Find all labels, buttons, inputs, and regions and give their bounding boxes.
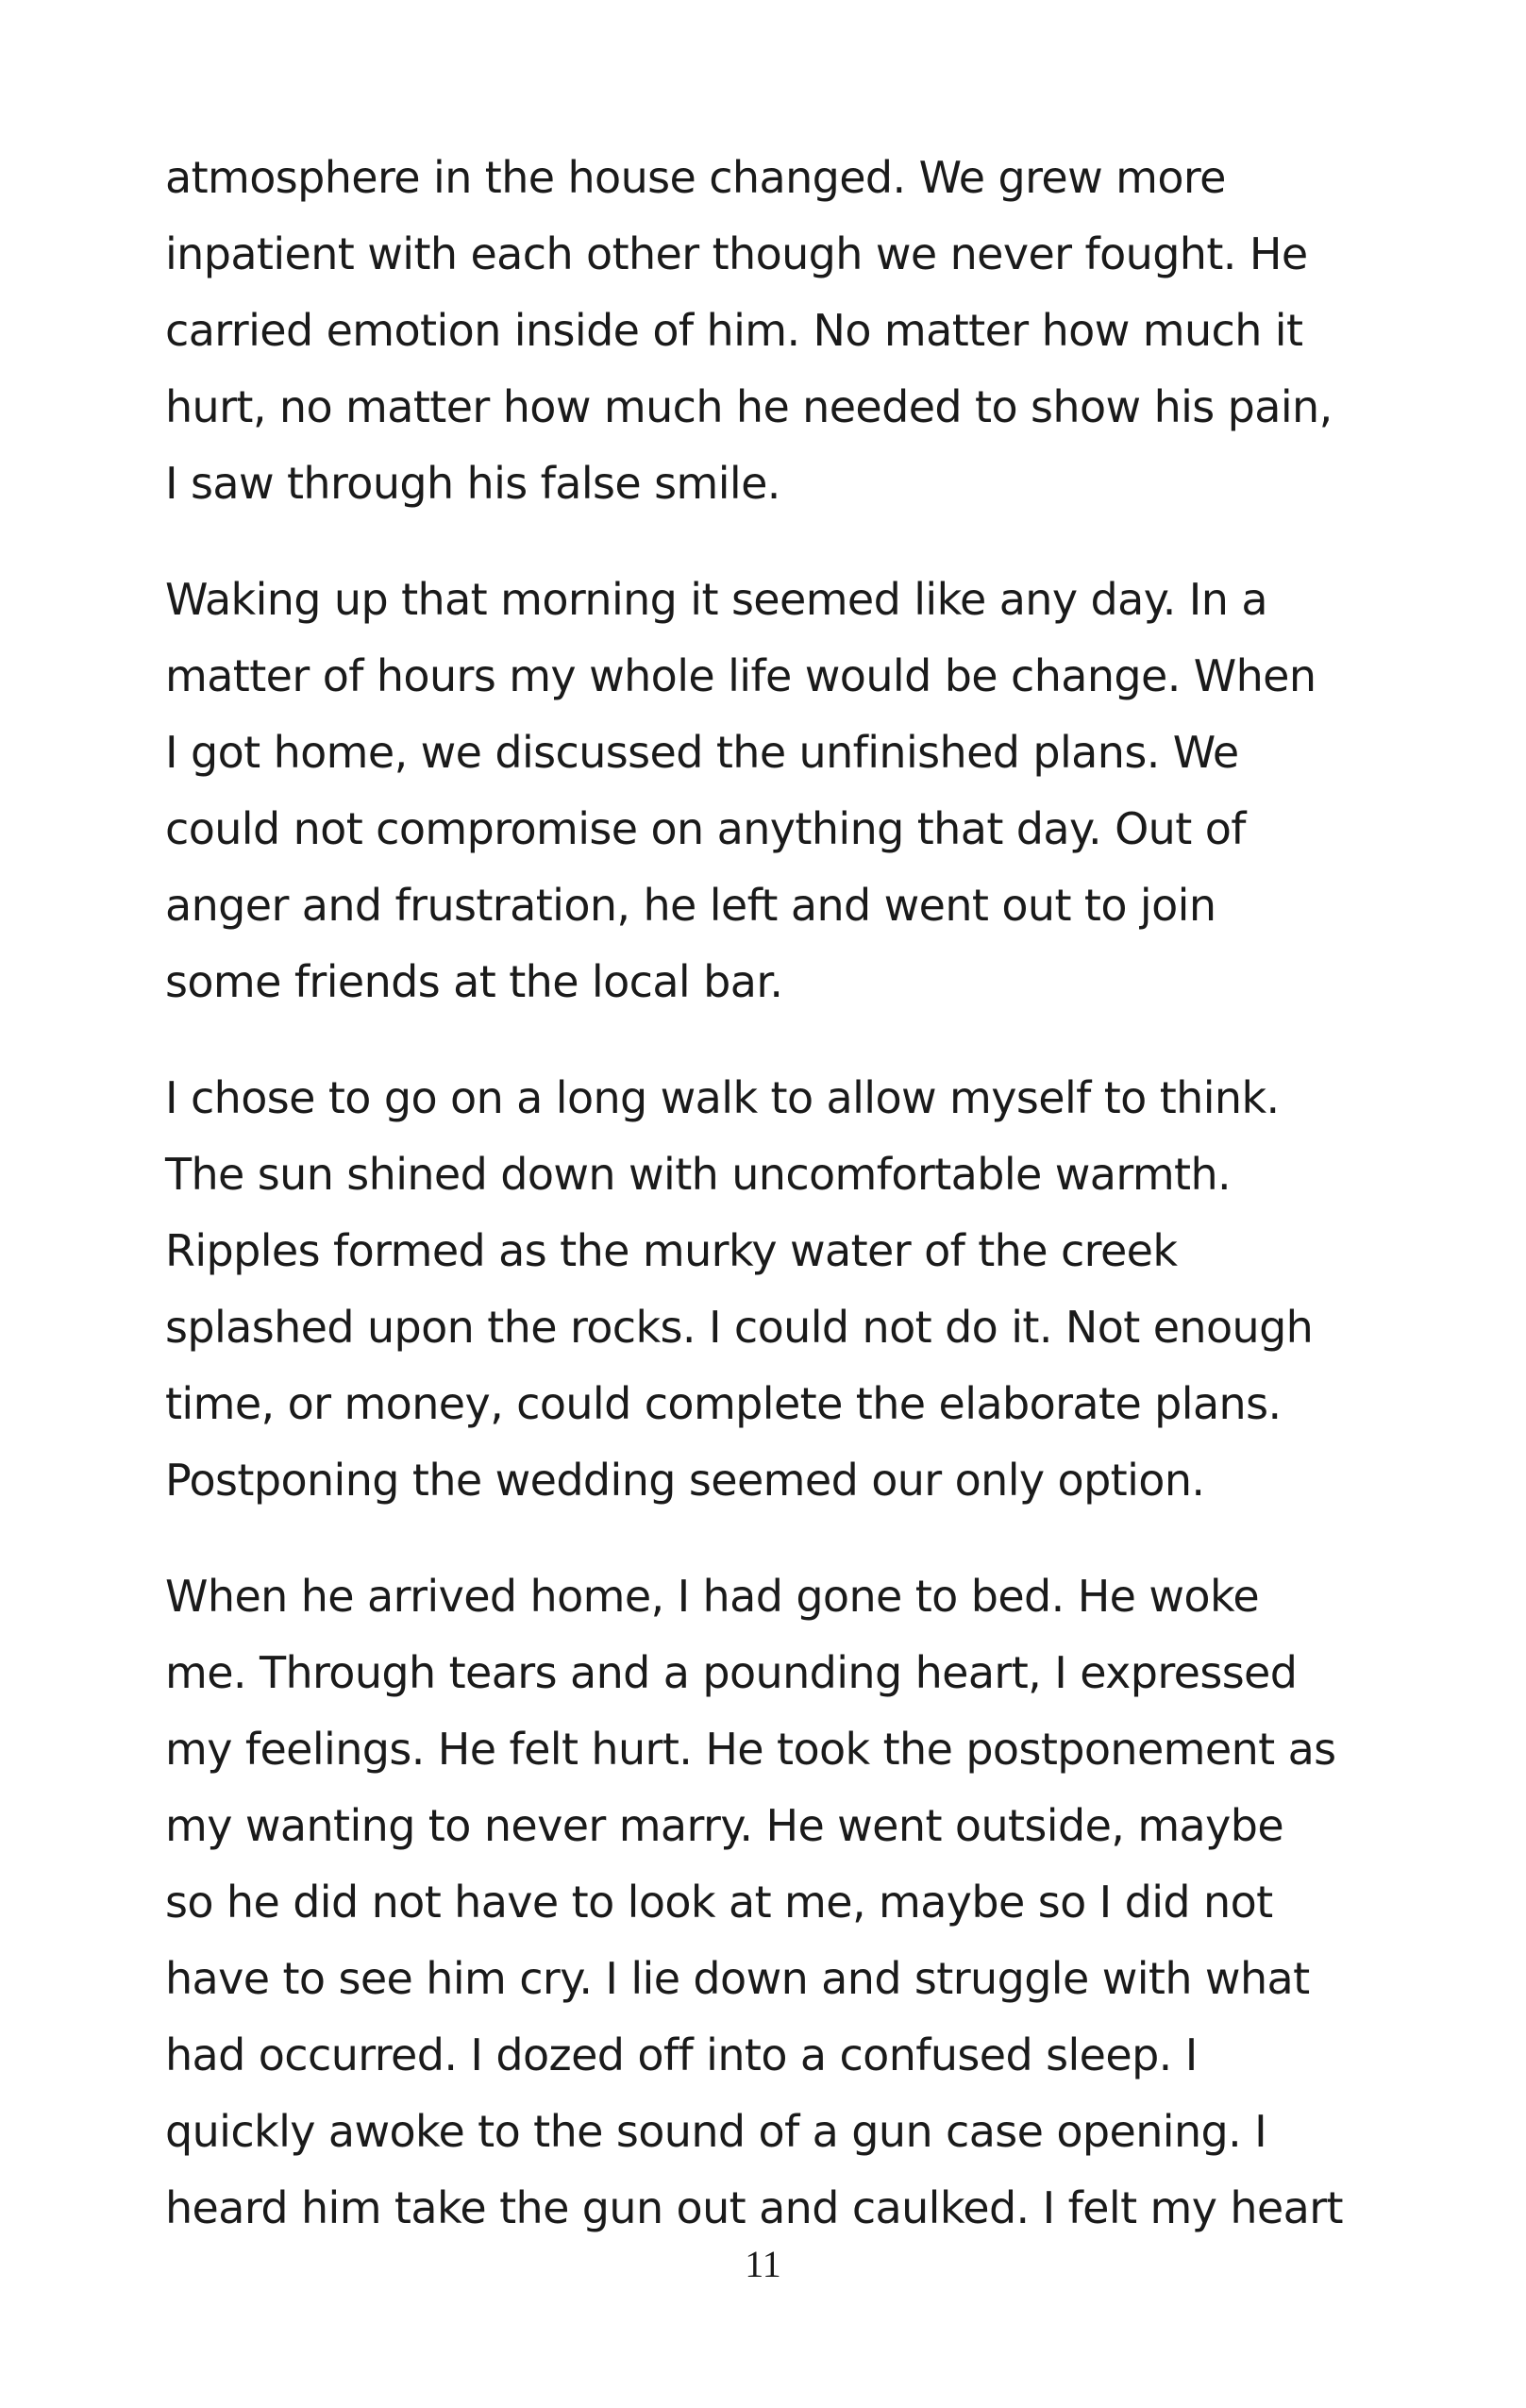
text-line: my wanting to never marry. He went outside, maybe [165,1800,1284,1851]
text-line: could not compromise on anything that day. Out of [165,803,1246,854]
text-line: matter of hours my whole life would be change. When [165,650,1316,701]
text-line: Waking up that morning it seemed like any day. In a [165,574,1267,625]
text-line: my feelings. He felt hurt. He took the postponement as [165,1724,1336,1775]
body-text [165,140,1411,2286]
paragraph-4 [165,1558,1411,2247]
text-line: have to see him cry. I lie down and struggle with what [165,1953,1310,2004]
text-line: atmosphere in the house changed. We grew more [165,152,1226,203]
text-line: inpatient with each other though we never fought. He [165,228,1308,279]
page-number: 11 [745,2243,781,2285]
text-line: splashed upon the rocks. I could not do it. Not enough [165,1302,1314,1353]
paragraph-3 [165,1060,1411,1519]
text-line: I saw through his false smile. [165,458,780,509]
text-line: The sun shined down with uncomfortable warmth. [165,1149,1232,1200]
text-line: Postponing the wedding seemed our only option. [165,1455,1205,1506]
text-line: so he did not have to look at me, maybe so I did not [165,1877,1273,1928]
text-line: Ripples formed as the murky water of the creek [165,1225,1178,1276]
text-line: time, or money, could complete the elaborate plans. [165,1378,1282,1429]
text-line: When he arrived home, I had gone to bed. He woke [165,1571,1260,1622]
paragraph-1 [165,140,1411,522]
text-line: I chose to go on a long walk to allow myself to think. [165,1072,1280,1123]
text-line: anger and frustration, he left and went out to join [165,880,1216,931]
text-line: hurt, no matter how much he needed to show his pain, [165,381,1333,432]
text-line: me. Through tears and a pounding heart, I expressed [165,1647,1298,1698]
text-line: some friends at the local bar. [165,956,783,1007]
text-line: carried emotion inside of him. No matter how much it [165,305,1303,356]
text-line: I got home, we discussed the unfinished plans. We [165,727,1239,778]
text-line: heard him take the gun out and caulked. I felt my heart [165,2182,1343,2233]
paragraph-2 [165,562,1411,1020]
text-line: quickly awoke to the sound of a gun case opening. I [165,2106,1267,2157]
text-line: had occurred. I dozed off into a confused sleep. I [165,2029,1198,2080]
